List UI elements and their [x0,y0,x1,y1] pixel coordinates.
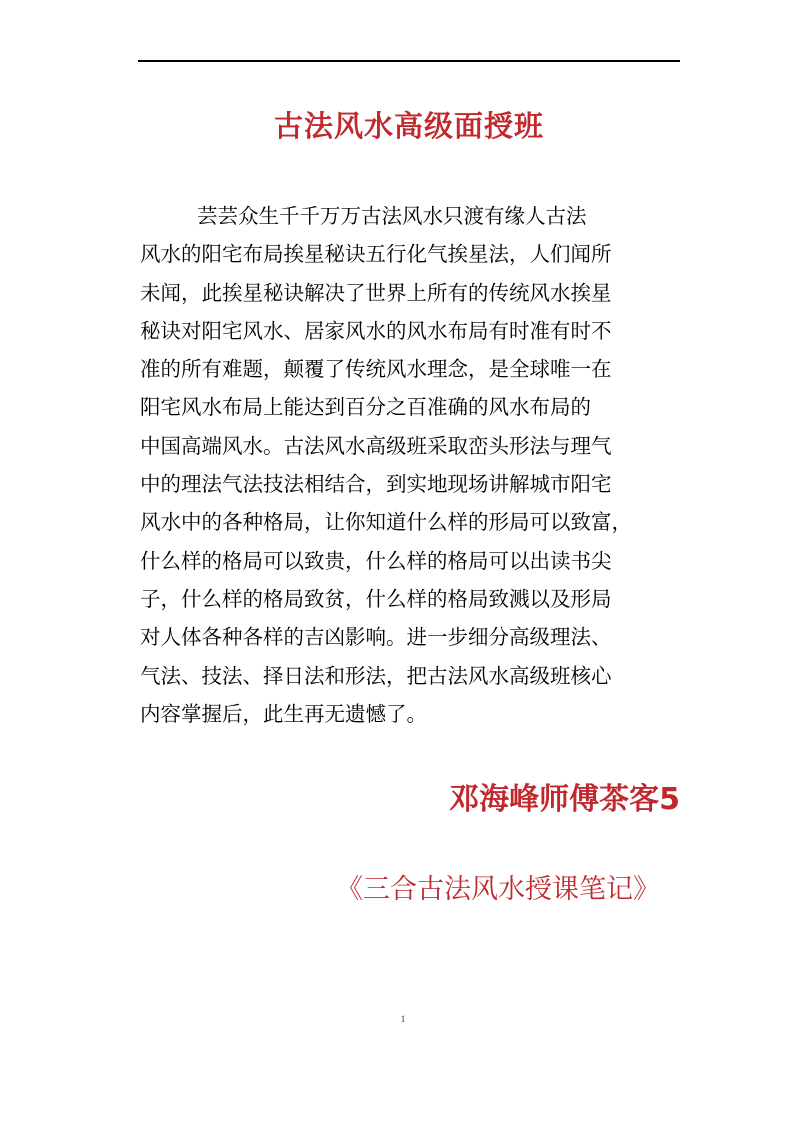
author-signature: 邓海峰师傅茶客5 [449,782,680,817]
body-line: 内容掌握后，此生再无遗憾了。 [140,701,427,726]
body-line: 子，什么样的格局致贫，什么样的格局致溅以及形局 [140,586,612,611]
body-line: 气法、技法、择日法和形法，把古法风水高级班核心 [140,663,612,688]
body-line: 中国高端风水。古法风水高级班采取峦头形法与理气 [140,433,612,458]
body-line: 风水的阳宅布局挨星秘诀五行化气挨星法，人们闻所 [140,242,612,267]
body-line: 中的理法气法技法相结合，到实地现场讲解城市阳宅 [140,472,612,497]
body-line: 芸芸众生千千万万古法风水只渡有缘人古法 [197,204,587,228]
body-line: 秘诀对阳宅风水、居家风水的风水布局有时准有时不 [140,318,612,343]
header-rule [138,60,680,62]
document-title: 古法风水高级面授班 [273,109,544,143]
body-line: 准的所有难题，颠覆了传统风水理念，是全球唯一在 [140,357,612,382]
body-line: 阳宅风水布局上能达到百分之百准确的风水布局的 [140,395,591,420]
book-title: 《三合古法风水授课笔记》 [336,874,660,905]
page-number: 1 [400,1014,406,1024]
body-paragraph [140,197,685,733]
body-line: 什么样的格局可以致贵，什么样的格局可以出读书尖 [140,548,612,573]
body-line: 对人体各种各样的吉凶影响。进一步细分高级理法、 [140,625,612,650]
body-line: 未闻，此挨星秘诀解决了世界上所有的传统风水挨星 [140,280,612,305]
body-line: 风水中的各种格局，让你知道什么样的形局可以致富， [140,510,632,535]
